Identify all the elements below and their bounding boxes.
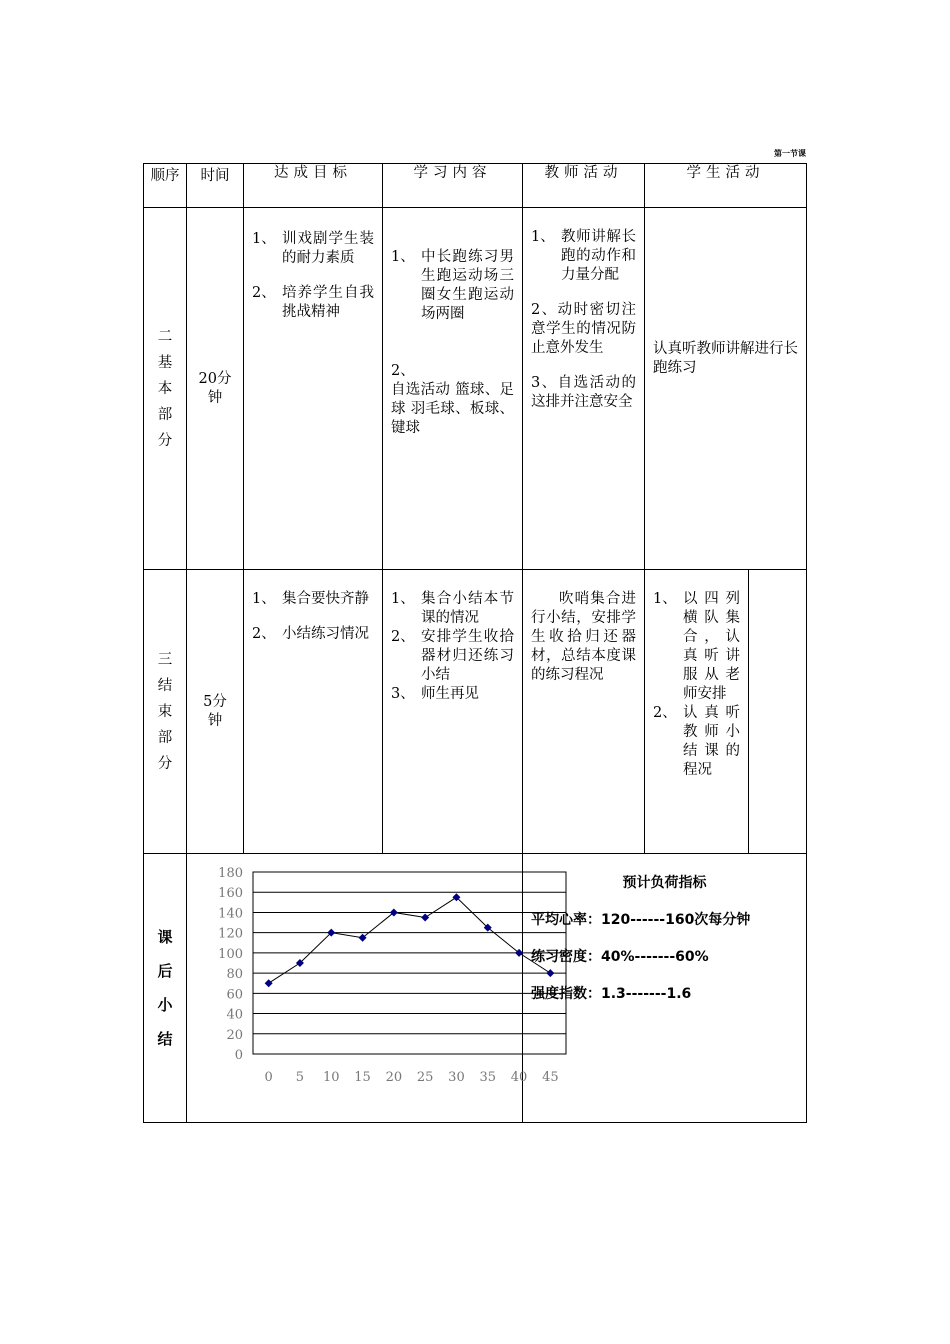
heart-rate-chart [187, 854, 579, 1116]
end-content: 1、 集合小结本节课的情况 2、 安排学生收拾器材归还练习小结 3、 师生再见 [383, 570, 523, 854]
y-tick-label: 20 [226, 1027, 243, 1043]
basic-section-label: 二 基 本 部 分 [144, 208, 187, 570]
header-row [144, 164, 807, 208]
basic-content: 1、 中长跑练习男生跑运动场三圈女生跑运动场两圈 2、 自选活动 篮球、足球 羽毛球、板球、键球 [383, 208, 523, 570]
data-point [265, 979, 273, 987]
y-tick-label: 140 [218, 906, 243, 922]
basic-time: 20分钟 [187, 208, 244, 570]
series-line [269, 897, 551, 983]
heart-rate-chart-cell [187, 854, 559, 1123]
x-tick-label: 45 [542, 1070, 559, 1085]
y-tick-label: 40 [226, 1007, 243, 1023]
y-tick-label: 60 [226, 987, 243, 1003]
load-title: 预计负荷指标 [622, 875, 707, 891]
x-tick-label: 20 [385, 1070, 403, 1085]
data-point [421, 914, 429, 922]
basic-section-row [144, 208, 807, 570]
y-tick-label: 160 [218, 886, 243, 902]
end-goals: 1、 集合要快齐静 2、 小结练习情况 [244, 570, 383, 854]
heart-rate-indicator: 平均心率：120------160次每分钟 [531, 912, 751, 928]
basic-teacher: 1、 教师讲解长跑的动作和力量分配 2、动时密切注意学生的情况防止意外发生 3、自选活动的这排并注意安全 [523, 208, 645, 570]
end-student-blank [749, 570, 807, 854]
x-tick-label: 30 [448, 1070, 465, 1085]
x-tick-label: 10 [322, 1070, 340, 1085]
x-tick-label: 0 [264, 1070, 273, 1085]
header-goals: 达成目标 [244, 164, 383, 208]
end-time: 5分钟 [187, 570, 244, 854]
end-teacher: 吹哨集合进行小结，安排学生收拾归还器材，总结本度课的练习程况 [523, 570, 645, 854]
summary-label: 课 后 小 结 [144, 854, 187, 1123]
header-teacher: 教师活动 [523, 164, 645, 208]
density-indicator: 练习密度：40%-------60% [531, 949, 709, 965]
y-tick-label: 0 [234, 1048, 243, 1063]
header-student: 学生活动 [645, 164, 807, 208]
y-tick-label: 120 [218, 926, 243, 942]
end-section-label: 三 结 束 部 分 [144, 570, 187, 854]
header-time: 时间 [187, 164, 244, 208]
x-tick-label: 35 [479, 1070, 497, 1085]
x-tick-label: 25 [416, 1070, 434, 1085]
intensity-indicator: 强度指数：1.3-------1.6 [531, 986, 692, 1002]
x-tick-label: 15 [354, 1070, 371, 1085]
end-section-row [144, 570, 807, 854]
data-point [546, 969, 554, 977]
lesson-number-label: 第一节课 [774, 149, 806, 158]
header-order: 顺序 [144, 164, 187, 208]
end-student: 1、 以四列横队集合，认真听讲服从老师安排 2、 认真听教师小结课的程况 [645, 570, 749, 854]
basic-student: 认真听教师讲解进行长跑练习 [645, 208, 807, 570]
y-tick-label: 100 [218, 946, 243, 962]
x-tick-label: 40 [510, 1070, 528, 1085]
header-content: 学习内容 [383, 164, 523, 208]
summary-row [144, 854, 807, 1123]
basic-goals: 1、 训戏剧学生装的耐力素质 2、 培养学生自我挑战精神 [244, 208, 383, 570]
y-tick-label: 80 [226, 967, 243, 983]
lesson-plan-table [143, 163, 807, 1123]
y-tick-label: 180 [218, 866, 243, 881]
x-tick-label: 5 [295, 1070, 305, 1085]
